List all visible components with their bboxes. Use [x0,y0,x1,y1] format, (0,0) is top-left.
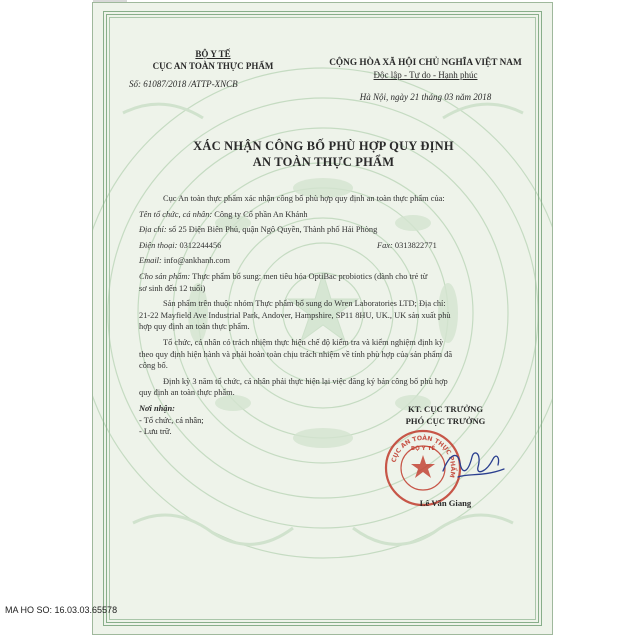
signer-name: Lê Văn Giang [419,498,472,508]
para3-line1: Định kỳ 3 năm tổ chức, cá nhân phải thực hiện lại việc đăng ký bản công bố phù hợp [163,376,448,386]
product-row [139,271,538,294]
fax-label: Fax: [377,240,393,250]
email-row [139,255,538,267]
place-date: Hà Nội, ngày 21 tháng 03 năm 2018 [359,92,492,102]
org-value: Công ty Cổ phần An Khánh [214,209,308,219]
seal-ring-text: CỤC AN TOÀN THỰC PHẨM [390,434,457,479]
para2-line2: theo quy định hiện hành và phải hoàn toàn chịu trách nhiệm về tính phù hợp của sản phẩm đã [139,349,453,359]
document-number: Số: 61087/2018 /ATTP-XNCB [129,79,238,89]
country-name: CỘNG HÒA XÃ HỘI CHỦ NGHĨA VIỆT NAM [329,58,522,68]
fax-value: 0313822771 [394,240,437,250]
org-label: Tên tổ chức, cá nhân: [139,209,213,219]
email-label: Email: [139,256,162,266]
address-value: số 25 Điện Biên Phủ, quận Ngô Quyền, Thành phố Hải Phòng [168,225,378,235]
address-row [139,224,538,236]
record-code: MA HO SO: 16.03.03.65578 [5,605,118,615]
phone-label: Điện thoại: [139,240,178,250]
national-motto: Độc lập - Tự do - Hạnh phúc [373,70,478,80]
document-title-line1: XÁC NHẬN CÔNG BỐ PHÙ HỢP QUY ĐỊNH [193,139,454,153]
seal-top-text: BỘ Y TẾ [410,446,436,452]
department-name: CỤC AN TOÀN THỰC PHẨM [152,61,274,71]
recipient-item-2: - Lưu trữ. [139,427,172,437]
address-label: Địa chỉ: [139,225,167,235]
intro-text: Cục An toàn thực phẩm xác nhận công bố phù hợp quy định an toàn thực phẩm của: [163,194,445,203]
certificate-body [139,193,538,399]
manufacturer-paragraph [139,298,538,333]
document-title-line2: AN TOÀN THỰC PHẨM [252,155,395,169]
handwritten-signature [438,443,508,483]
product-value-line2: sơ sinh đến 12 tuổi) [139,283,206,293]
renewal-paragraph [139,376,538,399]
fax-block [377,240,437,252]
para1-line2: 21-22 Mayfield Ave Industrial Park, Andover, Hampshire, SP11 8HU, UK., UK sản xuất phù [139,310,451,320]
national-header [308,57,543,103]
para1-line1: Sản phẩm trên thuộc nhóm Thực phẩm bổ sung do Wren Laboratories LTD; Địa chỉ: [163,299,446,309]
product-value-line1: Thực phẩm bổ sung: men tiêu hóa OptiBac probiotics (dành cho trẻ từ [192,271,428,281]
recipients-label: Nơi nhận: [139,404,175,413]
signer-title-2: PHÓ CỤC TRƯỞNG [405,416,486,426]
org-row [139,209,538,221]
recipients-block [139,403,204,438]
responsibility-paragraph [139,337,538,372]
email-value: info@ankhanh.com [163,256,230,266]
product-label: Cho sản phẩm: [139,271,191,281]
certificate-document [92,2,553,635]
para2-line3: công bố. [139,361,168,371]
para3-line2: quy định an toàn thực phẩm. [139,388,235,398]
issuer-header [123,48,303,90]
phone-value: 0312244456 [179,240,222,250]
para2-line1: Tổ chức, cá nhân có trách nhiệm thực hiện chế độ kiểm tra và kiểm nghiệm định kỳ [163,337,444,347]
recipient-item-1: - Tổ chức, cá nhân; [139,415,204,425]
phone-row [139,240,538,252]
ministry-name: BỘ Y TẾ [195,49,231,59]
signer-title-1: KT. CỤC TRƯỞNG [407,404,484,414]
para1-line3: hợp quy định an toàn thực phẩm. [139,322,250,332]
signature-block [363,403,528,427]
